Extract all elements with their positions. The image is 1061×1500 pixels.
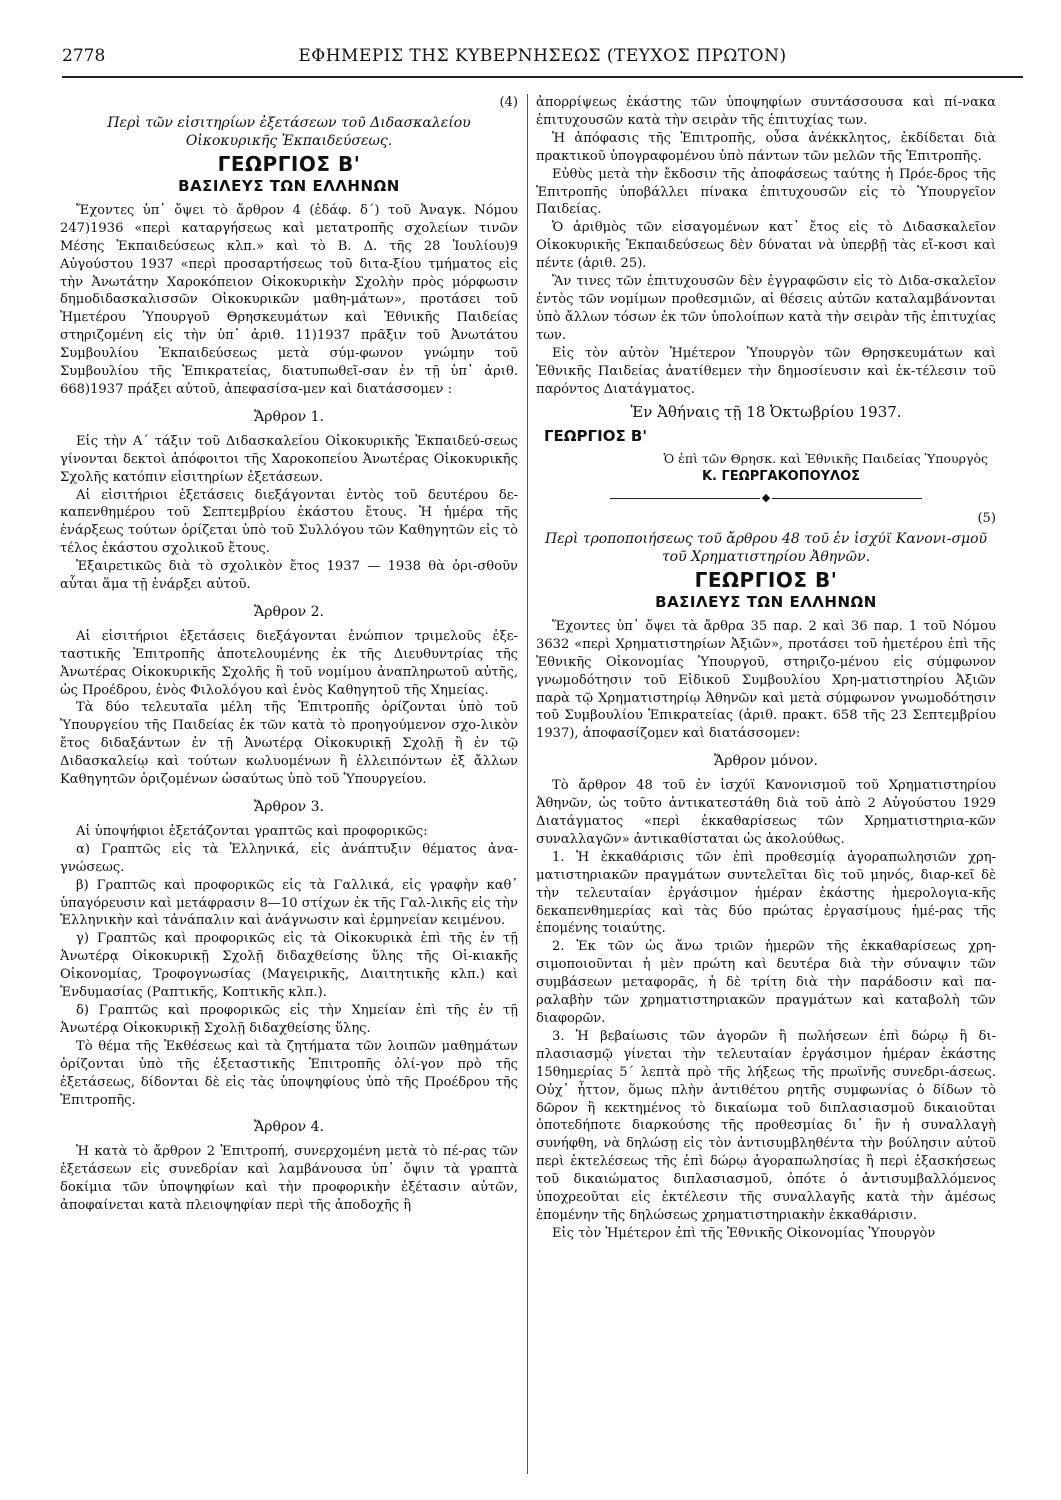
gazette-title: ΕΦΗΜΕΡΙΣ ΤΗΣ ΚΥΒΕΡΝΗΣΕΩΣ (ΤΕΥΧΟΣ ΠΡΩΤΟΝ) xyxy=(298,46,787,66)
paragraph: Αἱ εἰσιτήριοι ἐξετάσεις διεξάγονται ἐντὸς τοῦ δευτέρου δε-καπενθημέρου τοῦ Σεπτεμβρίου ἑκάστου ἔτους. Ἡ ἡμέρα τῆς ἐνάρξεως τούτων ὁρίζεται ὑπὸ τοῦ Συλλόγου τῶν Καθηγητῶν εἰς τὸ τέλος ἑκάστου σχολικοῦ ἔτους. xyxy=(60,487,518,557)
list-item: γ) Γραπτῶς καὶ προφορικῶς εἰς τὰ Οἰκοκυρικὰ ἐπὶ τῆς ἐν τῇ Ἀνωτέρᾳ Οἰκοκυρικῇ Σχολῇ διδαχθείσης ὕλης τῆς Οἰ-κιακῆς Οἰκονομίας, Τροφογνωσίας (Μαγειρικῆς, Διαιτητικῆς κλπ.) καὶ Ἐνδυμασίας (Ραπτικῆς, Κοπτικῆς κλπ.). xyxy=(60,931,518,1001)
paragraph: Ἡ ἀπόφασις τῆς Ἐπιτροπῆς, οὖσα ἀνέκκλητος, ἐκδίδεται διὰ πρακτικοῦ ὑπογραφομένου ὑπὸ πάντων τῶν μελῶν τῆς Ἐπιτροπῆς. xyxy=(536,130,996,164)
minister-title: Ὁ ἐπὶ τῶν Θρησκ. καὶ Ἐθνικῆς Παιδείας Ὑπουργὸς xyxy=(663,451,988,467)
minister-name: Κ. ΓΕΩΡΓΑΚΟΠΟΥΛΟΣ xyxy=(701,469,861,485)
paragraph: Εἰς τὸν αὐτὸν Ἡμέτερον Ὑπουργὸν τῶν Θρησκευμάτων καὶ Ἐθνικῆς Παιδείας ἀνατίθεμεν τὴν δημοσίευσιν καὶ ἐκ-τέλεσιν τοῦ παρόντος Διατάγματος. xyxy=(536,345,996,397)
section-separator xyxy=(536,490,996,506)
article-heading: Ἄρθρον 3. xyxy=(254,799,324,815)
list-item: δ) Γραπτῶς καὶ προφορικῶς εἰς τὴν Χημείαν ἐπὶ τῆς ἐν τῇ Ἀνωτέρᾳ Οἰκοκυρικῇ Σχολῇ διδαχθείσης ὕλης. xyxy=(60,1002,518,1036)
article-heading: Ἄρθρον 1. xyxy=(254,408,324,425)
king-title: ΒΑΣΙΛΕΥΣ ΤΩΝ ΕΛΛΗΝΩΝ xyxy=(655,592,877,611)
header-rule xyxy=(62,76,1023,78)
column-divider xyxy=(527,94,528,1474)
preamble: Ἔχοντες ὑπ᾿ ὄψει τὰ ἄρθρα 35 παρ. 2 καὶ 36 παρ. 1 τοῦ Νόμου 3632 «περὶ Χρηματιστηρίων Ἀξιῶν», προτάσει τοῦ ἡμετέρου ἐπὶ τῆς Ἐθνικῆς Οἰκονομίας Ὑπουργοῦ, στηριζο-μένου εἰς σύμφωνον γνωμοδότησιν τοῦ Εἰδικοῦ Συμβουλίου Χρη-ματιστηρίου Ἀξιῶν παρὰ τῷ Χρηματιστηρίῳ Ἀθηνῶν καὶ μετὰ σύμφωνον γνωμοδότησιν τοῦ Συμβουλίου Ἐπικρατείας (ἀριθ. πρακτ. 658 τῆς 23 Σεπτεμβρίου 1937), ἀποφασίζομεν καὶ διατάσσομεν: xyxy=(536,618,996,742)
decree-subject: Περὶ τῶν εἰσιτηρίων ἐξετάσεων τοῦ Διδασκαλείου Οἰκοκυρικῆς Ἐκπαιδεύσεως. xyxy=(107,114,471,149)
page-header xyxy=(62,40,1023,82)
article-heading: Ἄρθρον 2. xyxy=(254,603,324,620)
right-column xyxy=(536,94,996,1243)
paragraph: 1. Ἡ ἐκκαθάρισις τῶν ἐπὶ προθεσμίᾳ ἀγοραπωλησιῶν χρη-ματιστηριακῶν πραγμάτων συντελεῖται δὶς τοῦ μηνός, διαρ-κεῖ δὲ τὴν τελευταίαν ἐργάσιμον ἡμέραν ἑκάστης ἡμερολογια-κῆς δεκαπενθημερίας καὶ τὰς δύο πρώτας ἐργασίμους ἡμέ-ρας τῆς ἑπομένης τοιαύτης. xyxy=(536,849,996,937)
separator-line xyxy=(772,498,922,499)
signature-date: Ἐν Ἀθήναις τῇ 18 Ὀκτωβρίου 1937. xyxy=(630,403,902,422)
paragraph: Ὁ ἀριθμὸς τῶν εἰσαγομένων κατ᾿ ἔτος εἰς τὸ Διδασκαλεῖον Οἰκοκυρικῆς Ἐκπαιδεύσεως δὲν δύναται νὰ ὑπερβῇ τὰς εἴ-κοσι καὶ πέντε (ἀριθ. 25). xyxy=(536,220,996,272)
list-item: α) Γραπτῶς εἰς τὰ Ἑλληνικά, εἰς ἀνάπτυξιν θέματος ἀνα-γνώσεως. xyxy=(60,841,518,875)
separator-line xyxy=(610,498,760,499)
paragraph: 3. Ἡ βεβαίωσις τῶν ἀγορῶν ἢ πωλήσεων ἐπὶ δώρῳ ἢ δι-πλασιασμῷ γίνεται τὴν τελευταίαν ἐργάσιμον ἡμέραν ἑκάστης 15θημερίας 5΄ λεπτὰ πρὸ τῆς λήξεως τῆς πρωϊνῆς συνεδρι-άσεως. Οὐχ᾿ ἧττον, ὅμως πλὴν ἀντιθέτου ρητῆς συμφωνίας ὁ δίδων τὸ δῶρον ἢ κεκτημένος τὸ δικαίωμα τοῦ διπλασιασμοῦ δικαιοῦται ὁποτεδήποτε διαρκούσης τῆς προθεσμίας δι᾿ ἣν ἡ συναλλαγὴ συνήφθη, νὰ δηλώσῃ εἰς τὸν ἀντισυμβληθέντα τὴν βούλησιν αὐτοῦ περὶ ἐκτελέσεως τῆς ἐπὶ δώρῳ ἀγοραπωλησίας ἢ περὶ ἐξασκήσεως τοῦ δικαιώματος διπλασιασμοῦ, ὁπότε ὁ ἀντισυμβαλλόμενος ὑποχρεοῦται εἰς ἐκτέλεσιν τῆς συναλλαγῆς κατὰ τὴν ἀμέσως ἑπομένην τῆς δηλώσεως χρηματιστηριακὴν ἐκκαθάρισιν. xyxy=(536,1028,996,1223)
decree-number: (4) xyxy=(499,95,518,110)
page-number: 2778 xyxy=(62,46,106,66)
left-column xyxy=(60,94,518,1215)
paragraph: Τὸ θέμα τῆς Ἐκθέσεως καὶ τὰ ζητήματα τῶν λοιπῶν μαθημάτων ὁρίζονται ὑπὸ τῆς ἐξεταστικῆς Ἐπιτροπῆς ὀλί-γον πρὸ τῆς ἐξετάσεως, δίδονται δὲ εἰς τὰς ὑποψηφίους ὑπὸ τῆς Προέδρου τῆς Ἐπιτροπῆς. xyxy=(60,1038,518,1108)
paragraph: Ἐξαιρετικῶς διὰ τὸ σχολικὸν ἔτος 1937 — 1938 θὰ ὁρι-σθοῦν αὗται ἅμα τῇ ἐνάρξει αὐτοῦ. xyxy=(60,559,518,593)
paragraph: Αἱ ὑποψήφιοι ἐξετάζονται γραπτῶς καὶ προφορικῶς: xyxy=(76,823,428,839)
paragraph: Εἰς τὴν Α΄ τάξιν τοῦ Διδασκαλείου Οἰκοκυρικῆς Ἐκπαιδεύ-σεως γίνονται δεκτοὶ ἀπόφοιτοι τῆς Χαροκοπείου Ἀνωτέρας Οἰκοκυρικῆς Σχολῆς κατόπιν εἰσιτηρίων ἐξετάσεων. xyxy=(60,433,518,485)
article-heading: Ἄρθρον μόνον. xyxy=(714,753,818,770)
paragraph: Ἡ κατὰ τὸ ἄρθρον 2 Ἐπιτροπή, συνερχομένη μετὰ τὸ πέ-ρας τῶν ἐξετάσεων εἰς συνεδρίαν καὶ λαμβάνουσα ὑπ᾿ ὄψιν τὰ γραπτὰ δοκίμια τῶν ὑποψηφίων καὶ τὴν προφορικὴν ἐξέτασιν αὐτῶν, ἀποφαίνεται κατὰ πλειοψηφίαν περὶ τῆς ἀποδοχῆς ἢ xyxy=(60,1144,518,1214)
paragraph: Τὰ δύο τελευταῖα μέλη τῆς Ἐπιτροπῆς ὁρίζονται ὑπὸ τοῦ Ὑπουργείου τῆς Παιδείας ἐκ τῶν κατὰ τὸ προηγούμενον σχο-λικὸν ἔτος διδαξάντων ἐν τῇ Ἀνωτέρᾳ Οἰκοκυρικῇ Σχολῇ ἢ ἐν τῷ Διδασκαλείῳ καὶ τούτων κωλυομένων ἢ ἐλλειπόντων ἐξ ἄλλων Καθηγητῶν ὁριζομένων ὡσαύτως ὑπὸ τοῦ Ὑπουργείου. xyxy=(60,700,518,788)
list-item: β) Γραπτῶς καὶ προφορικῶς εἰς τὰ Γαλλικά, εἰς γραφὴν καθ᾿ ὑπαγόρευσιν καὶ μετάφρασιν 8—10 στίχων ἐκ τῆς Γαλ-λικῆς εἰς τὴν Ἑλληνικὴν καὶ τἀνάπαλιν καὶ ἀνάγνωσιν καὶ ἑρμηνείαν κειμένου. xyxy=(60,877,518,929)
preamble: Ἔχοντες ὑπ᾿ ὄψει τὸ ἄρθρον 4 (ἐδάφ. δ΄) τοῦ Ἀναγκ. Νόμου 247)1936 «περὶ καταργήσεως καὶ μετατροπῆς σχολείων τινῶν Μέσης Ἐκπαιδεύσεως κλπ.» καὶ τὸ Β. Δ. τῆς 28 Ἰουλίου)9 Αὐγούστου 1937 «περὶ προσαρτήσεως τοῦ διτα-ξίου τμήματος εἰς τὴν Ἀνωτάτην Χαροκόπειον Οἰκοκυρικὴν Σχολὴν πρὸς μόρφωσιν δημοδιδασκαλισσῶν Οἰκοκυρικῶν μαθη-μάτων», προτάσει τοῦ Ἡμετέρου Ὑπουργοῦ Θρησκευμάτων καὶ Ἐθνικῆς Παιδείας στηριζομένη εἰς τὴν ὑπ᾿ ἀριθ. 11)1937 πρᾶξιν τοῦ Ἀνωτάτου Συμβουλίου Ἐκπαιδεύσεως μετὰ σύμ-φωνον γνώμην τοῦ Συμβουλίου τῆς Ἐπικρατείας, διατυπωθεῖ-σαν ἐν τῇ ὑπ᾿ ἀριθ. 668)1937 πράξει αὐτοῦ, ἀπεφασίσα-μεν καὶ διατάσσομεν : xyxy=(60,202,518,397)
article-heading: Ἄρθρον 4. xyxy=(254,1119,324,1136)
king-title: ΒΑΣΙΛΕΥΣ ΤΩΝ ΕΛΛΗΝΩΝ xyxy=(178,176,400,195)
diamond-ornament-icon: ◆ xyxy=(761,491,771,505)
paragraph: ἀπορρίψεως ἑκάστης τῶν ὑποψηφίων συντάσσουσα καὶ πί-νακα ἐπιτυχουσῶν κατὰ τὴν σειρὰν τῆς ἐπιτυχίας των. xyxy=(536,95,996,128)
king-name: ΓΕΩΡΓΙΟΣ Β' xyxy=(217,151,361,176)
paragraph: Ἂν τινες τῶν ἐπιτυχουσῶν δὲν ἐγγραφῶσιν εἰς τὸ Διδα-σκαλεῖον ἐντὸς τῶν νομίμων προθεσμιῶν, αἱ θέσεις αὐτῶν καταλαμβάνονται ὑπὸ ἄλλων τόσων ἐκ τῶν ὑπολοίπων κατὰ τὴν σειρὰν τῆς ἐπιτυχίας των. xyxy=(536,274,996,343)
king-name: ΓΕΩΡΓΙΟΣ Β' xyxy=(694,567,838,592)
paragraph: Εὐθὺς μετὰ τὴν ἔκδοσιν τῆς ἀποφάσεως ταύτης ἡ Πρόε-δρος τῆς Ἐπιτροπῆς ὑποβάλλει πίνακα ἐπιτυχουσῶν εἰς τὸ Ὑπουργεῖον Παιδείας. xyxy=(536,166,996,218)
paragraph: Εἰς τὸν Ἡμέτερον ἐπὶ τῆς Ἐθνικῆς Οἰκονομίας Ὑπουργὸν xyxy=(552,1225,936,1241)
paragraph: Αἱ εἰσιτήριοι ἐξετάσεις διεξάγονται ἐνώπιον τριμελοῦς ἐξε-ταστικῆς Ἐπιτροπῆς ἀποτελουμένης ἐκ τῆς Διευθυντρίας τῆς Ἀνωτέρας Οἰκοκυρικῆς Σχολῆς ἢ τοῦ νομίμου ἀναπληρωτοῦ αὐτῆς, ὡς Προέδρου, ἑνὸς Φιλολόγου καὶ ἑνὸς Καθηγητοῦ τῆς Χημείας. xyxy=(60,628,518,698)
paragraph: 2. Ἐκ τῶν ὡς ἄνω τριῶν ἡμερῶν τῆς ἐκκαθαρίσεως χρη-σιμοποιοῦνται ἡ μὲν πρώτη καὶ δευτέρα διὰ τὴν σύναψιν τῶν συμβάσεων μεταφορᾶς, ἡ δὲ τρίτη διὰ τὴν παράδοσιν καὶ πα-ραλαβὴν τῶν χρηματιστηριακῶν πραγμάτων καὶ καταβολὴ τῶν διαφορῶν. xyxy=(536,939,996,1026)
decree-subject: Περὶ τροποποιήσεως τοῦ ἄρθρου 48 τοῦ ἐν ἰσχύϊ Κανονι-σμοῦ τοῦ Χρηματιστηρίου Ἀθηνῶν. xyxy=(544,530,988,565)
decree-number: (5) xyxy=(977,511,996,527)
paragraph: Τὸ ἄρθρον 48 τοῦ ἐν ἰσχύϊ Κανονισμοῦ τοῦ Χρηματιστηρίου Ἀθηνῶν, ὡς τοῦτο ἀντικατεστάθη διὰ τοῦ ἀπὸ 2 Αὐγούστου 1929 Διατάγματος «περὶ ἐκκαθαρίσεως τῶν Χρηματιστηρια-κῶν συναλλαγῶν» ἀντικαθίσταται ὡς ἀκολούθως. xyxy=(536,778,996,847)
signature-king: ΓΕΩΡΓΙΟΣ Β' xyxy=(544,427,647,446)
